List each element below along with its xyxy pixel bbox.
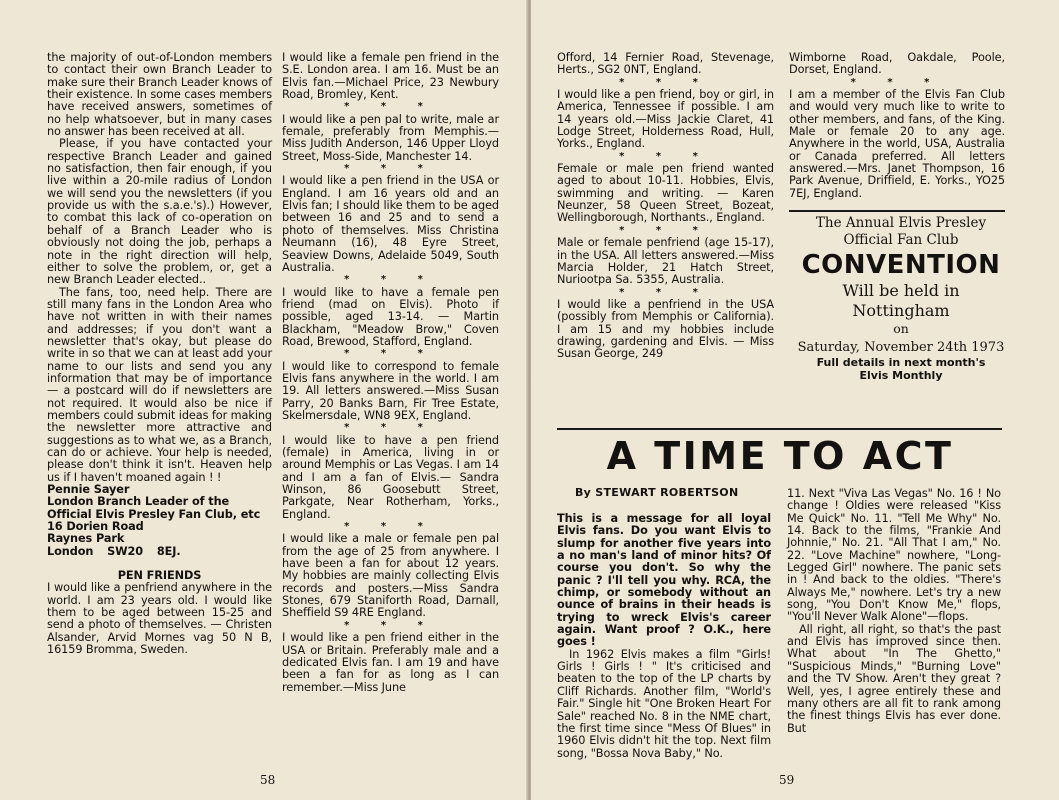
page-number: 58 (260, 773, 276, 787)
convention-line: Will be held in (842, 281, 960, 300)
paragraph: All right, all right, so that's the past and Elvis has improved since then. What about "In The Ghetto," "Suspicious Minds," "Burning Love" and the TV Show. Aren't they great ? Well, yes, I agree entirely these and many others are all fit to rank among the finest things Elvis has ever done. But (787, 622, 1001, 735)
rule (557, 428, 1002, 430)
paragraph: the majority of out-of-London members to contact their own Branch Leader to make sure their Branch Leader knows of their existence. In some cases members have received answers, sometimes of no help whatsoever, but in many cases no answer has been received at all. (47, 51, 272, 139)
penfriend-ad: I would like a female pen friend in the S.E. London area. I am 16. Must be an Elvis fan.—Michael Price, 23 Newbury Road, Bromley, Kent. (282, 51, 499, 102)
convention-details: Elvis Monthly (859, 369, 943, 382)
penfriend-ad: I would like a pen friend, boy or girl, in America, Tennessee if possible. I am 14 years old.—Miss Jackie Claret, 41 Lodge Street, Holderness Road, Hull, Yorks., England. (557, 88, 774, 151)
article-lead: This is a message for all loyal Elvis fans. Do you want Elvis to slump for another five years into a no man's land of minor hits? Of course you don't. So why the panic ? I'll tell you why. RCA, the chimp, or somebody without an ounce of brains in their heads is trying to wreck Elvis's career again. Want proof ? O.K., here goes ! (557, 512, 771, 649)
signature-block (47, 484, 272, 558)
separator-stars: * * * (344, 348, 437, 360)
article-byline: By STEWART ROBERTSON (575, 486, 739, 499)
signature-line: London SW20 8EJ. (47, 544, 181, 558)
penfriend-ad: I would like a pen friend in the USA or England. I am 16 years old and an Elvis fan; I should like them to be aged between 16 and 25 and to send a photo of themselves. Miss Christina Neumann (16), 48 Eyre Street, Seaview Downs, Adelaide 5049, South Australia. (282, 174, 499, 274)
penfriend-ad: Offord, 14 Fernier Road, Stevenage, Herts., SG2 0NT, England. (557, 51, 774, 77)
section-heading: PEN FRIENDS (117, 569, 202, 583)
penfriend-ad: I would like to have a female pen friend (mad on Elvis). Photo if possible, aged 13-14. — Martin Blackham, "Meadow Brow," Coven Road, Brewood, Stafford, England. (282, 285, 499, 348)
separator-stars: * * * (619, 286, 712, 298)
convention-line: Official Fan Club (843, 232, 959, 248)
convention-date: Saturday, November 24th 1973 (797, 340, 1005, 355)
penfriend-ad: I would like to have a pen friend (female) in America, living in or around Memphis or Las Vegas. I am 14 and I am a fan of Elvis.— Sandra Winson, 86 Goosebutt Street, Parkgate, Near Rotherham, Yorks., England. (282, 433, 499, 521)
separator-stars: * * * (344, 422, 437, 434)
left-column-2 (282, 52, 499, 694)
separator-stars: * * * (344, 619, 437, 631)
right-column-1 (557, 52, 774, 361)
penfriend-ad: I would like to correspond to female Elvis fans anywhere in the world. I am 19. All letters answered.—Miss Susan Parry, 20 Banks Barn, Fir Tree Estate, Skelmersdale, WN8 9EX, England. (282, 359, 499, 422)
separator-stars: * * * (619, 76, 712, 88)
penfriend-ad: Wimborne Road, Oakdale, Poole, Dorset, England. (789, 51, 1005, 77)
rule (789, 210, 1005, 212)
separator-stars: * * * (344, 521, 437, 533)
penfriend-ad: Male or female penfriend (age 15-17), in the USA. All letters answered.—Miss Marcia Holder, 21 Hatch Street, Nuriootpa Sa. 5355, Australia. (557, 236, 774, 287)
penfriend-ad: I would like a penfriend anywhere in the world. I am 23 years old. I would like them to be aged between 15-25 and send a photo of themselves. — Christen Alsander, Arvid Mornes vag 50 N B, 16159 Bromma, Sweden. (47, 581, 272, 657)
signature-line: Pennie Sayer (47, 483, 130, 497)
signature-line: 16 Dorien Road (47, 520, 144, 534)
left-page (0, 0, 528, 800)
article-headline: A TIME TO ACT (606, 434, 954, 478)
right-column-2 (789, 52, 1005, 200)
penfriend-ad: I would like a male or female pen pal from the age of 25 from anywhere. I have been a fan for about 12 years. My hobbies are mainly collecting Elvis records and posters.—Miss Sandra Stones, 679 Staniforth Road, Darnall, Sheffield S9 4RE England. (282, 532, 499, 620)
right-page (531, 0, 1059, 800)
article-column-1 (557, 513, 771, 760)
separator-stars: * * * (344, 274, 437, 286)
separator-stars: * * * (619, 224, 712, 236)
convention-line: The Annual Elvis Presley (815, 215, 987, 231)
penfriend-ad: I would like a penfriend in the USA (possibly from Memphis or California). I am 15 and my hobbies include drawing, gardening and Elvis. — Miss Susan George, 249 (557, 297, 774, 361)
separator-stars: * * * (850, 76, 944, 88)
page-number: 59 (779, 773, 795, 787)
penfriend-ad: I would like a pen pal to write, male ar female, preferably from Memphis.—Miss Judith Anderson, 146 Upper Lloyd Street, Moss-Side, Manchester 14. (282, 112, 499, 163)
signature-line: Official Elvis Presley Fan Club, etc (47, 507, 261, 521)
convention-title: CONVENTION (801, 250, 1001, 280)
convention-notice (796, 215, 1006, 382)
convention-line: on (893, 321, 909, 336)
separator-stars: * * * (619, 150, 712, 162)
article-column-2 (787, 488, 1001, 735)
signature-line: Raynes Park (47, 532, 125, 546)
convention-details: Full details in next month's (816, 356, 986, 369)
signature-line: London Branch Leader of the (47, 495, 230, 509)
separator-stars: * * * (344, 101, 437, 113)
paragraph: Please, if you have contacted your respective Branch Leader and gained no satisfaction, then fair enough, if you live within a 20-mile radius of London we will send you the newsletters (if you provide us with the s.a.e.'s).) However, to combat this lack of co-operation on behalf of a Branch Leader who is obviously not doing the job, perhaps a note in the right direction will help, either to solve the problem, or, get a new Branch Leader elected.. (47, 137, 272, 287)
paragraph: 11. Next "Viva Las Vegas" No. 16 ! No change ! Oldies were released "Kiss Me Quick" No. 11. "Tell Me Why" No. 14. Back to the films, "Frankie And Johnnie," No. 21. "All That I am," No. 22. "Love Machine" nowhere, "Long-Legged Girl" nowhere. The panic sets in ! And back to the oldies. "There's Always Me," nowhere. Let's try a new song, "You Don't Know Me," flops, "You'll Never Walk Alone"—flops. (787, 487, 1001, 624)
penfriend-ad: Female or male pen friend wanted aged to about 10-11. Hobbies, Elvis, swimming and writing. — Karen Neunzer, 58 Queen Street, Bozeat, Wellingborough, Northants., England. (557, 162, 774, 225)
penfriend-ad: I am a member of the Elvis Fan Club and would very much like to write to other members, and fans, of the King. Male or female 20 to any age. Anywhere in the world, USA, Australia or Canada preferred. All letters answered.—Mrs. Janet Thompson, 16 Park Avenue, Driffield, E. Yorks., YO25 7EJ, England. (789, 88, 1005, 200)
paragraph: The fans, too, need help. There are still many fans in the London Area who have not written in with their names and addresses; if you don't want a newsletter that's okay, but please do write in so that we can at least add your name to our lists and send you any information that may be of importance — a postcard will do if newsletters are not required. It would also be nice if members could submit ideas for making the newsletter more attractive and suggestions as to what we, as a Branch, can do or achieve. Your help is needed, please don't think it isn't. Heaven help us if I haven't moaned again ! ! (47, 285, 272, 484)
penfriend-ad: I would like a pen friend either in the USA or Britain. Preferably male and a dedicated Elvis fan. I am 19 and have been a fan for as long as I can remember.—Miss June (282, 631, 499, 694)
convention-line: Nottingham (852, 301, 950, 320)
separator-stars: * * * (344, 163, 437, 175)
left-column-1 (47, 52, 272, 657)
paragraph: In 1962 Elvis makes a film "Girls! Girls ! Girls ! " It's criticised and beaten to the top of the LP charts by Cliff Richards. Another film, "World's Fair." Single hit "One Broken Heart For Sale" reached No. 8 in the NME chart, the first time since "Mess Of Blues" in 1960 Elvis didn't hit the top. Next film song, "Bossa Nova Baby," No. (557, 647, 771, 760)
